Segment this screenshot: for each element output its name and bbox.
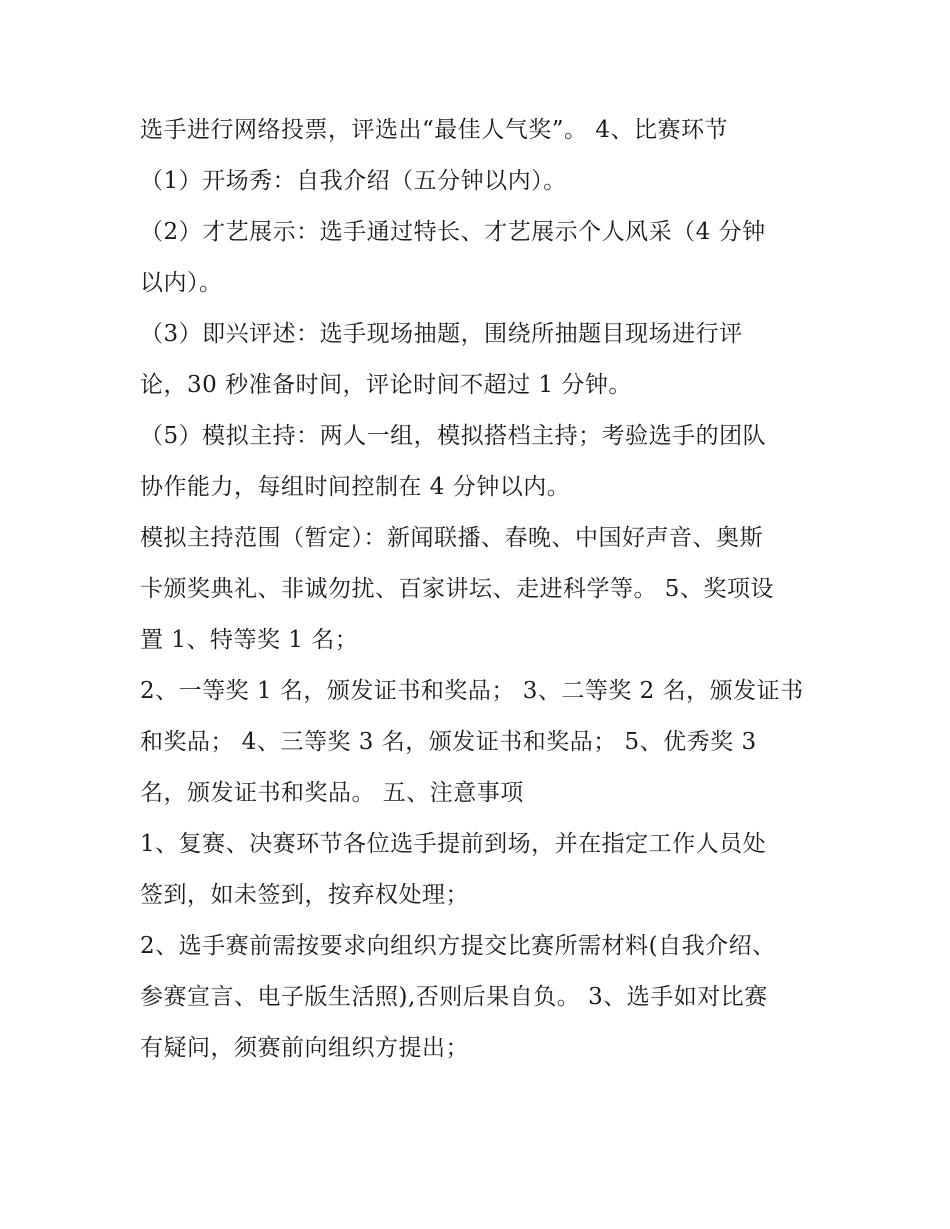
text-line: （5）模拟主持：两人一组，模拟搭档主持；考验选手的团队: [140, 423, 767, 449]
text-line: 2、一等奖 1 名，颁发证书和奖品； 3、二等奖 2 名，颁发证书: [140, 678, 804, 704]
text-line: 论，30 秒准备时间，评论时间不超过 1 分钟。: [140, 372, 632, 398]
text-line: 1、复赛、决赛环节各位选手提前到场，并在指定工作人员处: [140, 831, 767, 857]
text-line: 卡颁奖典礼、非诚勿扰、百家讲坛、走进科学等。 5、奖项设: [140, 576, 774, 602]
text-line: 和奖品； 4、三等奖 3 名，颁发证书和奖品； 5、优秀奖 3: [140, 729, 757, 755]
text-line: （1）开场秀：自我介绍（五分钟以内）。: [140, 168, 567, 194]
text-line: 以内）。: [140, 270, 223, 296]
text-line: 名，颁发证书和奖品。 五、注意事项: [140, 780, 524, 806]
text-line: （3）即兴评述：选手现场抽题，围绕所抽题目现场进行评: [140, 321, 743, 347]
text-line: 2、选手赛前需按要求向组织方提交比赛所需材料(自我介绍、: [140, 933, 776, 959]
text-line: （2）才艺展示：选手通过特长、才艺展示个人风采（4 分钟: [140, 219, 766, 245]
text-line: 协作能力，每组时间控制在 4 分钟以内。: [140, 474, 571, 500]
text-line: 置 1、特等奖 1 名；: [140, 627, 359, 653]
text-line: 选手进行网络投票，评选出“最佳人气奖”。 4、比赛环节: [140, 117, 728, 143]
text-line: 参赛宣言、电子版生活照),否则后果自负。 3、选手如对比赛: [140, 984, 768, 1010]
document-body: [140, 110, 840, 1079]
text-line: 签到，如未签到，按弃权处理；: [140, 882, 469, 908]
text-line: 有疑问，须赛前向组织方提出；: [140, 1035, 469, 1061]
text-line: 模拟主持范围（暂定）：新闻联播、春晚、中国好声音、奥斯: [140, 525, 763, 551]
